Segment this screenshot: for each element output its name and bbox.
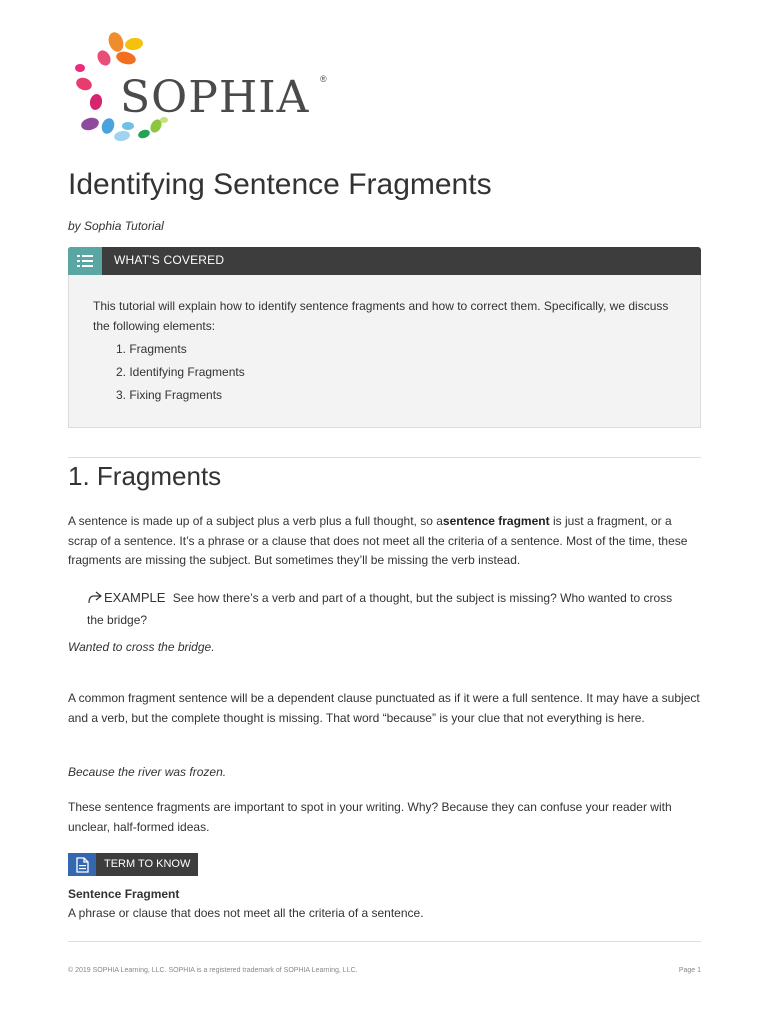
paragraph-text: A sentence is made up of a subject plus a verb plus a full thought, so a — [68, 514, 443, 528]
term-to-know-badge — [68, 853, 198, 876]
list-item: 3. Fixing Fragments — [116, 388, 223, 402]
whats-covered-label: WHAT'S COVERED — [114, 253, 225, 267]
example-text: See how there’s a verb and part of a thought, but the subject is missing? Who wanted to cross the bridge? — [87, 591, 673, 627]
footer-copyright: © 2019 SOPHIA Learning, LLC. SOPHIA is a registered trademark of SOPHIA Learning, LLC. — [68, 967, 358, 974]
example-sentence: Because the river was frozen. — [68, 765, 227, 779]
divider — [68, 941, 701, 942]
term-name: Sentence Fragment — [68, 887, 180, 901]
paragraph — [68, 512, 700, 571]
term-highlight: sentence fragment — [442, 514, 550, 528]
byline: by Sophia Tutorial — [68, 219, 164, 233]
list-item: 1. Fragments — [116, 342, 187, 356]
page-title: Identifying Sentence Fragments — [68, 168, 492, 201]
paragraph-text: is just a fragment, or a scrap of a sentence. It’s a phrase or a clause that does not meet all the criteria of a sentence. Most of the time, these fragments are missing the subject. But sometimes they’ll be missing the verb instead. — [68, 514, 688, 567]
link-icon — [87, 591, 102, 611]
example-callout — [87, 588, 687, 630]
registered-mark: ® — [320, 74, 327, 84]
logo-wordmark: SOPHIA — [120, 72, 310, 123]
example-label: EXAMPLE — [104, 590, 166, 605]
footer-page-number: Page 1 — [678, 967, 701, 974]
section-title: 1. Fragments — [68, 461, 222, 491]
paragraph: A common fragment sentence will be a dependent clause punctuated as if it were a full sentence. It may have a subject and a verb, but the complete thought is missing. That word “because” is your clue that not everything is here. — [68, 691, 700, 725]
term-to-know-label: TERM TO KNOW — [96, 853, 198, 876]
sophia-logo — [64, 30, 344, 150]
list-icon — [68, 247, 102, 275]
list-item: 2. Identifying Fragments — [116, 365, 245, 379]
example-sentence: Wanted to cross the bridge. — [68, 640, 215, 654]
covered-list — [116, 338, 245, 407]
document-icon — [68, 853, 96, 876]
covered-intro: This tutorial will explain how to identify sentence fragments and how to correct them. Specifically, we discuss the following elements: — [93, 299, 669, 333]
whats-covered-body — [68, 275, 701, 428]
whats-covered-header — [68, 247, 701, 275]
divider — [68, 457, 701, 458]
paragraph: These sentence fragments are important to spot in your writing. Why? Because they can confuse your reader with unclear, half-formed ideas. — [68, 800, 672, 834]
term-definition: A phrase or clause that does not meet all the criteria of a sentence. — [68, 906, 424, 920]
